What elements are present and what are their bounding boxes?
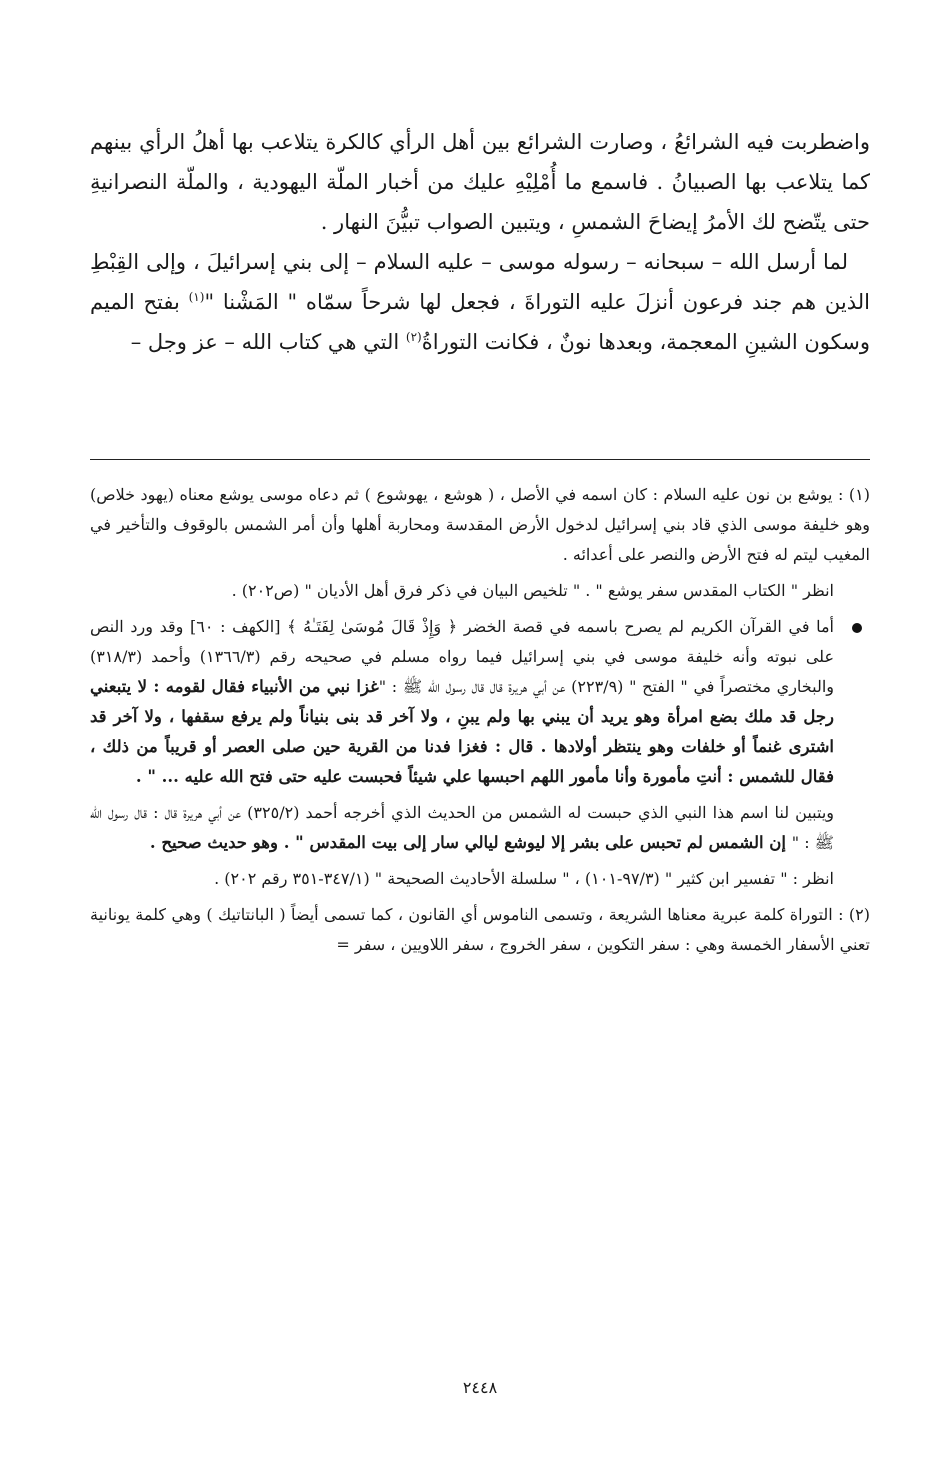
footnote-2: (٢) : التوراة كلمة عبرية معناها الشريعة ، وتسمى الناموس أي القانون ، كما تسمى أيضاً ( البانتاتيك ) وهي كلمة يونانية تعني الأسفار الخمسة وهي : سفر التكوين ، سفر الخروج ، سفر اللاويين ، سفر = (90, 905, 871, 954)
document-page (90, 0, 870, 1482)
footnote-1-bullet-text: أما في القرآن الكريم لم يصرح باسمه في قصة الخضر ﴿ وَإِذْ قَالَ مُوسَىٰ لِفَتَـٰهُ ﴾ [الكهف : ٦٠] وقد ورد النص على نبوته وأنه خليفة موسى في بني إسرائيل فيما رواه مسلم في صحيحه رقم (١٣٦٦/٣) وأحمد (٣١٨/٣) والبخاري مختصراً في " الفتح " (٢٢٣/٩) عن أبي هريرة قال قال رسول الله ﷺ : " (90, 617, 835, 696)
main-paragraph-1: واضطربت فيه الشرائعُ ، وصارت الشرائع بين أهل الرأي كالكرة يتلاعب بها أهلُ الرأي بينهم كما يتلاعب بها الصبيانُ . فاسمع ما أُمْلِيْهِ عليك من أخبار الملّة اليهودية ، والملّة النصرانيةِ حتى يتّضح لك الأمرُ إيضاحَ الشمسِ ، ويتبين الصواب تبيُّنَ النهار . (90, 130, 870, 234)
footnote-1-reference-2: انظر : " تفسير ابن كثير " (٩٧/٣-١٠١) ، " سلسلة الأحاديث الصحيحة " (٣٤٧/١-٣٥١ رقم ٢٠٢) . (214, 869, 834, 888)
footnote-1-hadith-quote: غزا نبي من الأنبياء فقال لقومه : لا يتبعني رجل قد ملك بضع امرأة وهو يريد أن يبني بها ولم يبنِ ، ولا آخر قد بنى بنياناً ولم يرفع سقفها ، ولا آخر قد اشترى غنماً أو خلفات وهو ينتظر أولادها . قال : فغزا فدنا من القرية حين صلى العصر أو قريباً من ذلك ، فقال للشمس : أنتِ مأمورة وأنا مأمور اللهم احبسها علي شيئاً فحبست عليه حتى فتح الله عليه ... " . (90, 677, 834, 786)
footnote-ref-2[interactable]: (٢) (405, 330, 422, 344)
footnote-ref-1[interactable]: (١) (188, 290, 205, 304)
main-paragraph-2-text-b: بفتح الميم وسكون الشينِ المعجمة، وبعدها نونٌ ، فكانت التوراةُ (90, 290, 870, 354)
footnote-1: (١) : يوشع بن نون عليه السلام : كان اسمه في الأصل ، ( هوشع ، يهوشوع ) ثم دعاه موسى يوشع معناه (يهود خلاص) وهو خليفة موسى الذي قاد بني إسرائيل لدخول الأرض المقدسة ومحاربة أهلها وأن أمر الشمس بالوقوف والتأخير في المغيب ليتم له فتح الأرض والنصر على أعدائه . (90, 485, 871, 564)
page-number: ٢٤٤٨ (462, 1378, 498, 1397)
footnote-1-hadith-paragraph (90, 798, 870, 858)
footnote-separator (90, 459, 870, 460)
main-paragraph-2-text-a: لما أرسل الله – سبحانه – رسوله موسى – عليه السلام – إلى بني إسرائيلَ ، وإلى القِبْطِ الذين هم جند فرعون أنزلَ عليه التوراةَ ، فجعل لها شرحاً سمّاه " المَشْنا " (90, 250, 870, 314)
footnote-1-hadith-intro: ويتبين لنا اسم هذا النبي الذي حبست له الشمس من الحديث الذي أخرجه أحمد (٣٢٥/٢) عن أبي هريرة قال : قال رسول الله ﷺ : " (90, 803, 835, 852)
footnote-1-bullet (90, 612, 870, 792)
main-paragraph-2 (90, 242, 870, 362)
footnote-1-hadith-quote-2: إن الشمس لم تحبس على بشر إلا ليوشع ليالي سار إلى بيت المقدس " . وهو حديث صحيح . (149, 833, 792, 852)
bullet-icon (852, 623, 862, 633)
footnotes (90, 480, 870, 960)
footnote-1-reference: انظر " الكتاب المقدس سفر يوشع " . " تلخيص البيان في ذكر فرق أهل الأديان " (ص٢٠٢) . (231, 581, 834, 600)
main-text (90, 122, 870, 362)
main-paragraph-2-text-c: التي هي كتاب الله – عز وجل – (130, 330, 406, 354)
